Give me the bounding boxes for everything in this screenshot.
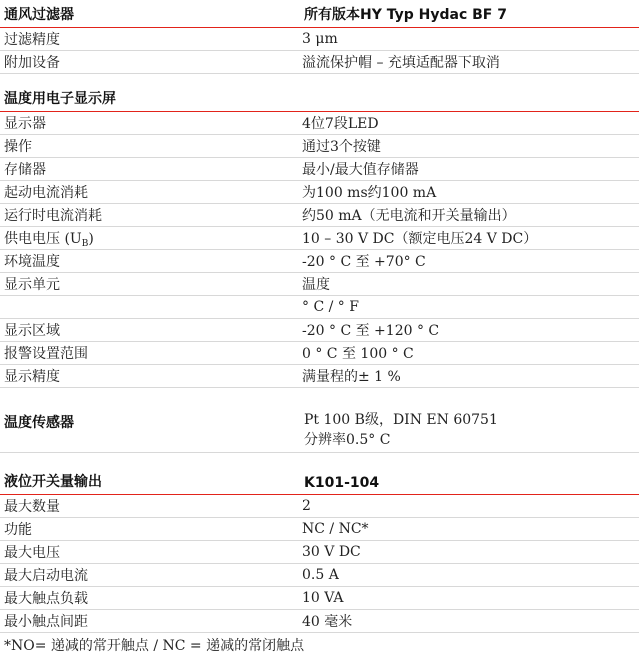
footnote: *NO= 递减的常开触点 / NC = 递减的常闭触点: [4, 638, 305, 654]
spec-label: 运行时电流消耗: [4, 208, 102, 224]
spec-row: [0, 204, 639, 227]
spec-value: 4位7段LED: [302, 116, 379, 132]
display-title: 温度用电子显示屏: [4, 91, 116, 107]
ventilation-header: [0, 0, 639, 28]
spec-row: [0, 273, 639, 296]
spec-value: 40 毫米: [302, 614, 353, 630]
spec-value: ° C / ° F: [302, 299, 359, 315]
spec-label: 起动电流消耗: [4, 185, 88, 201]
spec-value: -20 ° C 至 +120 ° C: [302, 323, 440, 339]
spec-row: [0, 112, 639, 135]
spec-row: [0, 518, 639, 541]
spec-value: 通过3个按键: [302, 139, 381, 155]
spec-label: 显示单元: [4, 277, 60, 293]
spec-row: [0, 28, 639, 51]
level-switch-model: K101-104: [304, 475, 380, 491]
supply-voltage-label: 供电电压 (U: [4, 230, 82, 247]
spec-label: 最大触点负载: [4, 591, 88, 607]
spec-value: 0.5 A: [302, 567, 339, 583]
spec-label: 过滤精度: [4, 32, 60, 48]
spec-value: 满量程的± 1 %: [302, 369, 401, 385]
spec-row: [0, 587, 639, 610]
spec-label: 报警设置范围: [4, 346, 88, 362]
spec-value: 0 ° C 至 100 ° C: [302, 346, 414, 362]
sensor-resolution: 分辨率0.5° C: [304, 432, 391, 448]
spec-label: [0, 228, 300, 249]
spec-label: 最小触点间距: [4, 614, 88, 630]
spec-value: 2: [302, 498, 311, 514]
level-switch-header: [0, 471, 639, 495]
spec-row: [0, 250, 639, 273]
spec-value: 10 VA: [302, 590, 344, 606]
spec-label: 显示精度: [4, 369, 60, 385]
spec-row: [0, 158, 639, 181]
spec-value: 30 V DC: [302, 544, 361, 560]
spec-row: [0, 319, 639, 342]
spec-label: 功能: [4, 522, 32, 538]
ventilation-title: 通风过滤器: [4, 7, 74, 23]
spec-row: [0, 51, 639, 74]
sensor-type: Pt 100 B级，DIN EN 60751: [304, 412, 498, 428]
spec-row: [0, 296, 639, 319]
spec-row: [0, 610, 639, 633]
spec-row: [0, 342, 639, 365]
spec-value: NC / NC*: [302, 521, 369, 537]
spec-label: 操作: [4, 139, 32, 155]
spec-label: 最大数量: [4, 499, 60, 515]
supply-voltage-subscript: B: [81, 238, 89, 249]
spec-row: [0, 564, 639, 587]
spec-label: 最大启动电流: [4, 568, 88, 584]
spec-row: [0, 495, 639, 518]
spec-row: [0, 181, 639, 204]
spec-label: 显示区域: [4, 323, 60, 339]
ventilation-model: 所有版本HY Typ Hydac BF 7: [304, 7, 507, 23]
spec-value: 温度: [302, 277, 330, 293]
spec-value: -20 ° C 至 +70° C: [302, 254, 426, 270]
spec-row: [0, 365, 639, 388]
spec-value: 10 – 30 V DC（额定电压24 V DC）: [302, 231, 538, 247]
spec-value: 溢流保护帽 – 充填适配器下取消: [302, 55, 500, 71]
display-header: [0, 88, 639, 112]
level-switch-title: 液位开关量输出: [4, 474, 102, 490]
sensor-block: [0, 404, 639, 453]
spec-row: [0, 541, 639, 564]
spec-label: 环境温度: [4, 254, 60, 270]
spec-value: 3 μm: [302, 31, 338, 47]
sensor-title: 温度传感器: [4, 415, 74, 431]
spec-row: [0, 227, 639, 250]
spec-label: 显示器: [4, 116, 46, 132]
spec-value: 约50 mA（无电流和开关量输出）: [302, 208, 516, 224]
spec-value: 为100 ms约100 mA: [302, 185, 437, 201]
supply-voltage-label-end: ): [88, 230, 94, 247]
spec-label: 最大电压: [4, 545, 60, 561]
spec-label: 存储器: [4, 162, 46, 178]
spec-label: 附加设备: [4, 55, 60, 71]
spec-row: [0, 135, 639, 158]
spec-value: 最小/最大值存储器: [302, 162, 419, 178]
